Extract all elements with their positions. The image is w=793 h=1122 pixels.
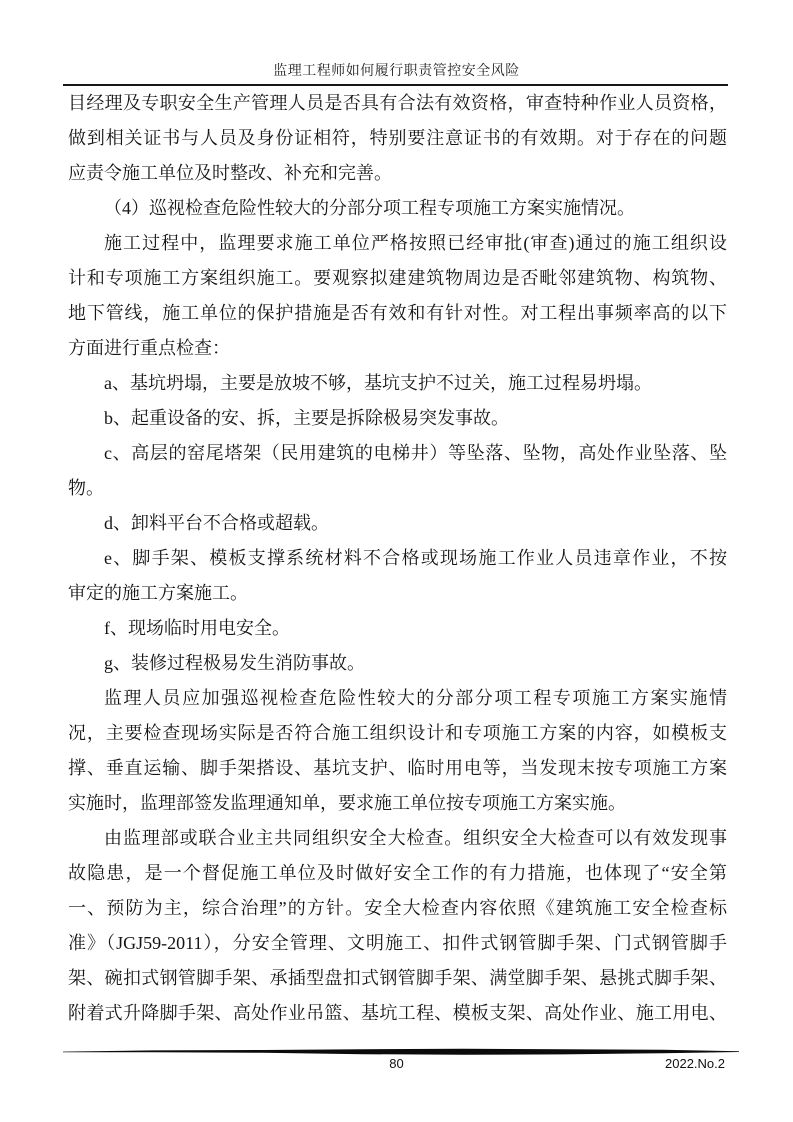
text-line: 一、预防为主，综合治理”的方针。安全大检查内容依照《建筑施工安全检查标 — [68, 898, 727, 918]
text-line: 地下管线，施工单位的保护措施是否有效和有针对性。对工程出事频率高的以下 — [68, 303, 727, 323]
text-line: 实施时，监理部签发监理通知单，要求施工单位按专项施工方案实施。 — [68, 793, 626, 813]
text-line: 附着式升降脚手架、高处作业吊篮、基坑工程、模板支架、高处作业、施工用电、 — [68, 1003, 727, 1023]
text-line: 由监理部或联合业主共同组织安全大检查。组织安全大检查可以有效发现事 — [104, 828, 727, 848]
text-line: 故隐患，是一个督促施工单位及时做好安全工作的有力措施，也体现了“安全第 — [68, 863, 727, 883]
running-title: 监理工程师如何履行职责管控安全风险 — [273, 64, 520, 79]
text-line: 目经理及专职安全生产管理人员是否具有合法有效资格，审查特种作业人员资格， — [68, 93, 727, 113]
text-line: b、起重设备的安、拆，主要是拆除极易突发事故。 — [104, 408, 509, 428]
text-line: 撑、垂直运输、脚手架搭设、基坑支护、临时用电等，当发现末按专项施工方案 — [68, 758, 727, 778]
text-line: 准》（JGJ59-2011），分安全管理、文明施工、扣件式钢管脚手架、门式钢管脚手 — [68, 933, 727, 953]
text-line: f、现场临时用电安全。 — [104, 618, 290, 638]
text-line: 方面进行重点检查： — [68, 338, 230, 358]
text-line: 审定的施工方案施工。 — [68, 583, 248, 603]
text-line: 应责令施工单位及时整改、补充和完善。 — [68, 163, 392, 183]
text-line: 施工过程中，监理要求施工单位严格按照已经审批(审查)通过的施工组织设 — [104, 233, 727, 253]
text-line: e、脚手架、模板支撑系统材料不合格或现场施工作业人员违章作业，不按 — [104, 548, 727, 568]
text-line: 架、碗扣式钢管脚手架、承插型盘扣式钢管脚手架、满堂脚手架、悬挑式脚手架、 — [68, 968, 727, 988]
page-number: 80 — [389, 1056, 404, 1071]
text-line: 物。 — [68, 478, 104, 498]
text-line: 监理人员应加强巡视检查危险性较大的分部分项工程专项施工方案实施情 — [104, 688, 727, 708]
text-line: c、高层的窑尾塔架（民用建筑的电梯井）等坠落、坠物，高处作业坠落、坠 — [104, 443, 727, 463]
text-line: 计和专项施工方案组织施工。要观察拟建建筑物周边是否毗邻建筑物、构筑物、 — [68, 268, 727, 288]
issue-number: 2022.No.2 — [665, 1056, 725, 1071]
text-line: d、卸料平台不合格或超载。 — [104, 513, 329, 533]
text-line: g、装修过程极易发生消防事故。 — [104, 653, 365, 673]
text-line: a、基坑坍塌，主要是放坡不够，基坑支护不过关，施工过程易坍塌。 — [104, 373, 652, 393]
text-line: 做到相关证书与人员及身份证相符，特别要注意证书的有效期。对于存在的问题 — [68, 128, 727, 148]
text-line: 况，主要检查现场实际是否符合施工组织设计和专项施工方案的内容，如模板支 — [68, 723, 727, 743]
text-line: （4）巡视检查危险性较大的分部分项工程专项施工方案实施情况。 — [104, 198, 635, 218]
body-text — [68, 86, 727, 1031]
